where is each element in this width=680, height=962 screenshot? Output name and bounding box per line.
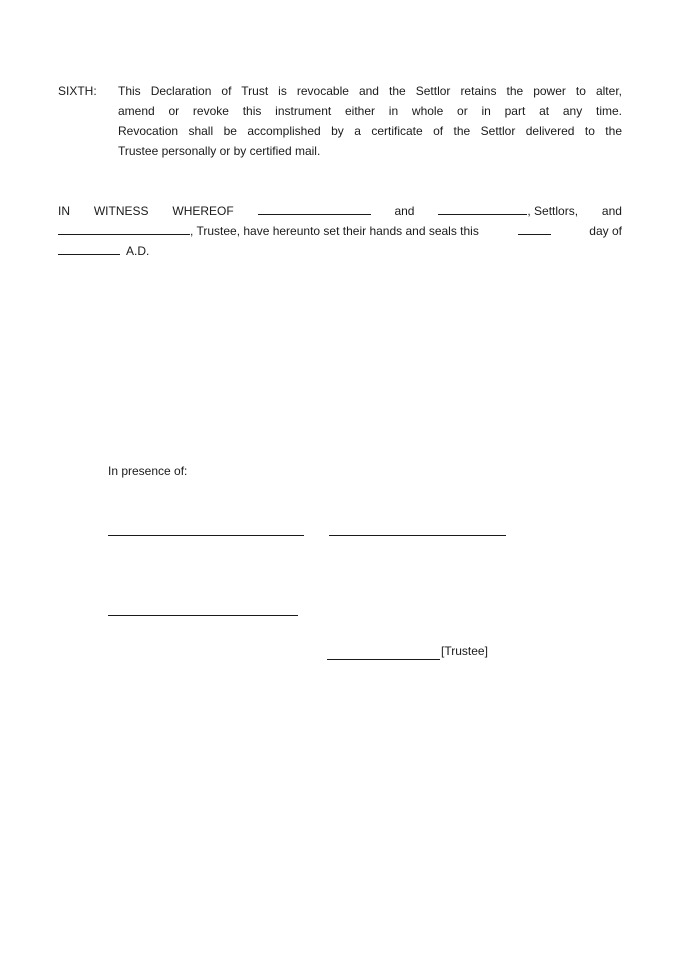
witness-day-of: day of [589, 224, 622, 238]
witness-signature-line-1[interactable] [108, 535, 304, 536]
trustee-signature-block [327, 642, 488, 660]
clause-line: Revocation shall be accomplished by a certificate of the Settlor delivered to the [118, 124, 622, 138]
witness-line-2 [58, 221, 622, 241]
settlor-2-group [438, 201, 578, 221]
day-blank[interactable] [518, 223, 551, 235]
trustee-group [58, 221, 479, 241]
clause-line: This Declaration of Trust is revocable and the Settlor retains the power to alter, [118, 84, 622, 98]
settlor-2-name-blank[interactable] [438, 203, 527, 215]
witness-line-3 [58, 241, 622, 261]
clause-label-sixth: SIXTH: [58, 84, 97, 98]
settlor-1-name-blank[interactable] [258, 203, 371, 215]
witness-word-and-2: and [601, 204, 622, 218]
clause-body-sixth [118, 81, 622, 161]
witness-signature-line-2[interactable] [329, 535, 506, 536]
trustee-signature-line[interactable] [327, 647, 440, 660]
trustee-signature-label: [Trustee] [441, 644, 488, 658]
witness-signature-line-3[interactable] [108, 615, 298, 616]
witness-word-witness: WITNESS [93, 204, 149, 218]
witness-word-settlors: , Settlors, [527, 204, 579, 218]
witness-line-1 [58, 201, 622, 221]
witness-trustee-text: , Trustee, have hereunto set their hands and seals this [190, 224, 479, 238]
clause-line: Trustee personally or by certified mail. [118, 144, 321, 158]
clause-line: amend or revoke this instrument either in whole or in part at any time. [118, 104, 622, 118]
witness-ad: A.D. [126, 244, 150, 258]
witness-word-in: IN [58, 204, 70, 218]
witness-paragraph [58, 201, 622, 261]
witness-word-whereof: WHEREOF [172, 204, 234, 218]
trustee-name-blank[interactable] [58, 223, 190, 235]
witness-word-and: and [394, 204, 415, 218]
month-blank[interactable] [58, 243, 120, 255]
presence-label: In presence of: [108, 464, 188, 478]
